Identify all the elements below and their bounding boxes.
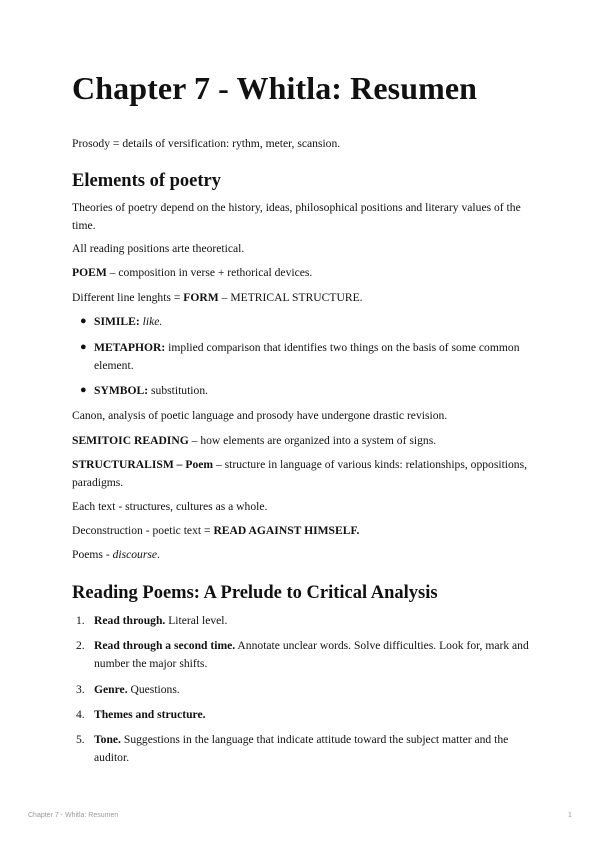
form-suffix: – METRICAL STRUCTURE. [218, 291, 363, 304]
paragraph-form [72, 289, 532, 307]
list-item [76, 612, 532, 630]
list-item [76, 731, 532, 766]
definition-poem: – composition in verse + rethorical devices. [106, 266, 313, 279]
paragraph-reading-positions: All reading positions arte theoretical. [72, 242, 245, 255]
step-description: Suggestions in the language that indicate attitude toward the subject matter and the auditor. [94, 733, 509, 764]
step-description: Annotate unclear words. Solve difficulties. Look for, mark and number the major shifts. [94, 639, 529, 670]
paragraph-poem [72, 264, 532, 282]
definition-semiotic: – how elements are organized into a system of signs. [188, 434, 437, 447]
list-number: 3. [76, 683, 85, 696]
paragraph-theories: Theories of poetry depend on the history, ideas, philosophical positions and literary values of the time. [72, 201, 521, 232]
term-discourse: discourse [112, 548, 158, 561]
term-symbol: SYMBOL: [94, 384, 149, 397]
paragraph-semiotic [72, 432, 532, 450]
list-item [80, 382, 532, 400]
poems-prefix: Poems - [72, 548, 113, 561]
step-term: Themes and structure. [94, 708, 206, 721]
footer-page-number: 1 [568, 812, 572, 819]
definition-simile: like. [142, 315, 163, 328]
paragraph-deconstruction [72, 522, 532, 540]
step-term: Genre. [94, 683, 128, 696]
step-description: Questions. [127, 683, 180, 696]
list-item [76, 706, 532, 724]
list-item [80, 313, 532, 331]
bullet-icon: ● [80, 341, 87, 353]
step-description: Literal level. [165, 614, 228, 627]
bullet-icon: ● [80, 384, 87, 396]
list-item [76, 681, 532, 699]
intro-paragraph: Prosody = details of versification: rythm, meter, scansion. [72, 137, 341, 150]
definition-structuralism: – structure in language of various kinds: relationships, oppositions, paradigms. [72, 458, 528, 489]
term-metaphor: METAPHOR: [94, 341, 166, 354]
list-number: 4. [76, 708, 85, 721]
section-heading-elements: Elements of poetry [72, 171, 221, 191]
step-term: Read through. [94, 614, 166, 627]
list-item [76, 637, 532, 672]
section-heading-reading-poems: Reading Poems: A Prelude to Critical Analysis [72, 583, 438, 603]
term-form: FORM [183, 291, 219, 304]
paragraph-each-text: Each text - structures, cultures as a whole. [72, 500, 268, 513]
definition-symbol: substitution. [148, 384, 209, 397]
poems-suffix: . [157, 548, 160, 561]
form-prefix: Different line lenghts = [72, 291, 184, 304]
definition-metaphor: implied comparison that identifies two things on the basis of some common element. [94, 341, 520, 372]
footer-title: Chapter 7 - Whitla: Resumen [28, 812, 119, 819]
step-term: Read through a second time. [94, 639, 236, 652]
step-term: Tone. [94, 733, 121, 746]
term-poem: POEM [72, 266, 107, 279]
term-semiotic: SEMITOIC READING [72, 434, 189, 447]
list-number: 5. [76, 733, 85, 746]
paragraph-structuralism [72, 456, 532, 491]
paragraph-canon: Canon, analysis of poetic language and prosody have undergone drastic revision. [72, 409, 448, 422]
term-read-against: READ AGAINST HIMSELF. [213, 524, 360, 537]
deconstruction-prefix: Deconstruction - poetic text = [72, 524, 214, 537]
term-simile: SIMILE: [94, 315, 140, 328]
list-item [80, 339, 532, 374]
term-structuralism: STRUCTURALISM – Poem [72, 458, 214, 471]
list-number: 1. [76, 614, 85, 627]
page-title: Chapter 7 - Whitla: Resumen [72, 70, 478, 106]
list-number: 2. [76, 639, 85, 652]
paragraph-poems [72, 546, 532, 564]
bullet-icon: ● [80, 315, 87, 327]
